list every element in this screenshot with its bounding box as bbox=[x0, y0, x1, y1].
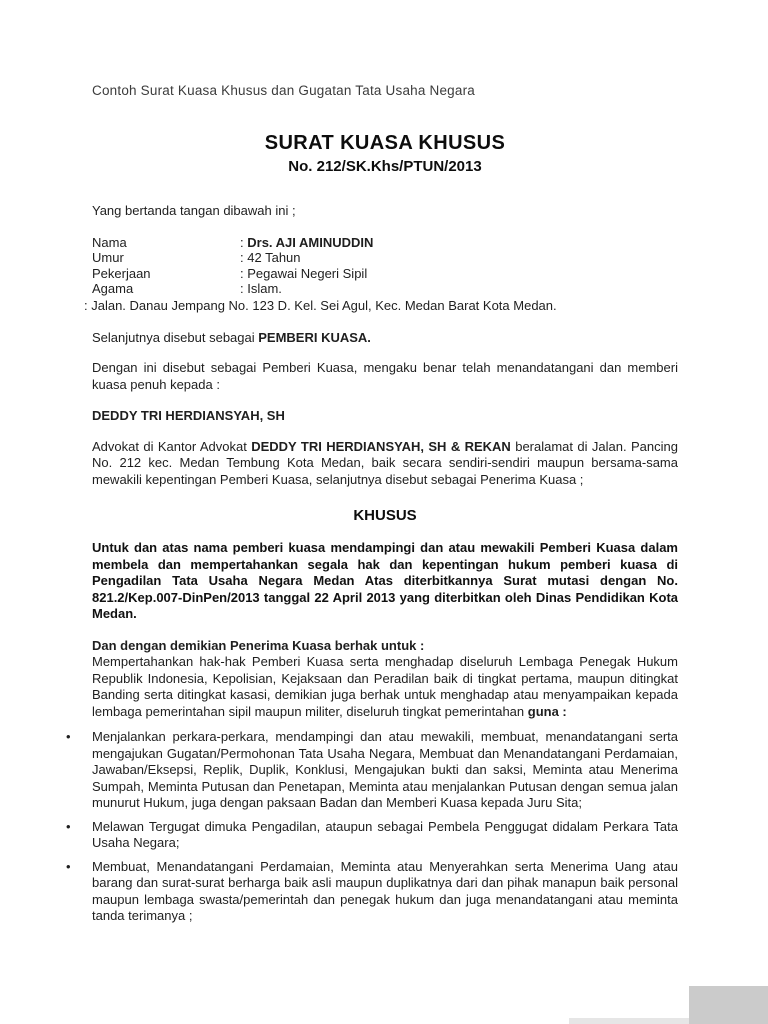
identity-row-pekerjaan bbox=[92, 266, 678, 282]
document-number: No. 212/SK.Khs/PTUN/2013 bbox=[288, 158, 482, 175]
document-header-caption: Contoh Surat Kuasa Khusus dan Gugatan Tata Usaha Negara bbox=[92, 83, 476, 98]
document-title: SURAT KUASA KHUSUS bbox=[264, 132, 506, 154]
bullet-marker: • bbox=[66, 858, 71, 874]
bullet-text: Membuat, Menandatangani Perdamaian, Meminta atau Menyerahkan serta Menerima Uang atau barang dan surat-surat berharga baik asli maupun duplikatnya dari dan pihak manapun baik personal maupun lembaga swasta/pemerintah dan penegak hukum dan juga menandatangani atau meminta tanda terimanya ; bbox=[92, 858, 678, 923]
identity-label: Pekerjaan bbox=[92, 265, 151, 281]
identity-separator: : bbox=[240, 265, 244, 281]
identity-row-umur bbox=[92, 250, 678, 266]
grant-paragraph: Dengan ini disebut sebagai Pemberi Kuasa, mengaku benar telah menandatangani dan memberi kuasa penuh kepada : bbox=[92, 360, 678, 392]
section-heading-khusus: KHUSUS bbox=[353, 507, 417, 524]
identity-label: Agama bbox=[92, 281, 134, 296]
appointment-line bbox=[92, 330, 678, 347]
attorney-name: DEDDY TRI HERDIANSYAH, SH bbox=[92, 408, 285, 423]
attorney-paragraph-post: beralamat di Jalan. Pancing No. 212 kec. Medan Tembung Kota Medan, baik secara sendiri-sendiri maupun bersama-sama mewakili kepentingan Pemberi Kuasa, selanjutnya disebut sebagai Penerima Kuasa ; bbox=[92, 438, 678, 487]
rights-heading: Dan dengan demikian Penerima Kuasa berhak untuk : bbox=[92, 637, 425, 653]
bullet-marker: • bbox=[66, 729, 71, 744]
bullet-marker: • bbox=[66, 818, 71, 834]
identity-value-umur: 42 Tahun bbox=[247, 250, 301, 265]
identity-row-nama bbox=[92, 235, 678, 251]
title-block bbox=[92, 132, 678, 176]
identity-row-agama bbox=[92, 281, 678, 297]
attorney-firm-bold: DEDDY TRI HERDIANSYAH, SH & REKAN bbox=[251, 438, 511, 454]
identity-table bbox=[84, 234, 678, 314]
khusus-paragraph: Untuk dan atas nama pemberi kuasa mendampingi dan atau mewakili Pemberi Kuasa dalam membela dan mempertahankan segala hak dan kepentingan hukum pemberi kuasa di Pengadilan Tata Usaha Negara Medan Atas diterbitkannya Surat mutasi dengan No. 821.2/Kep.007-DinPen/2013 tanggal 22 April 2013 yang diterbitkan oleh Dinas Pendidikan Kota Medan. bbox=[92, 540, 678, 621]
appointment-role-bold: PEMBERI KUASA. bbox=[258, 329, 371, 345]
rights-paragraph bbox=[92, 654, 678, 720]
identity-separator: : bbox=[240, 250, 244, 265]
page-edge-shadow bbox=[569, 1018, 689, 1024]
identity-separator: : bbox=[240, 281, 244, 296]
list-item bbox=[66, 729, 678, 812]
page-corner-background bbox=[689, 986, 768, 1024]
attorney-paragraph-pre: Advokat di Kantor Advokat bbox=[92, 438, 252, 454]
identity-separator: : bbox=[240, 234, 244, 250]
identity-label: Nama bbox=[92, 234, 127, 250]
intro-line: Yang bertanda tangan dibawah ini ; bbox=[92, 203, 296, 218]
identity-value-nama: Drs. AJI AMINUDDIN bbox=[247, 234, 374, 250]
bullet-text: Menjalankan perkara-perkara, mendampingi dan atau mewakili, membuat, menandatangani serta mengajukan Gugatan/Permohonan Tata Usaha Negara, Membuat dan Menandatangani Perdamaian, Jawaban/Eksepsi, Replik, Duplik, Konklusi, Mengajukan bukti dan saksi, Meminta atau Menerima Sumpah, Meminta Putusan dan Penetapan, Meminta atau menjalankan Putusan dengan semua jalan munurut Hukum, juga dengan paksaan Badan dan Memberi Kuasa kepada Juru Sita; bbox=[92, 729, 678, 810]
list-item bbox=[66, 818, 678, 852]
identity-value-pekerjaan: Pegawai Negeri Sipil bbox=[247, 265, 368, 281]
rights-paragraph-pre: Mempertahankan hak-hak Pemberi Kuasa serta menghadap diseluruh Lembaga Penegak Hukum Republik Indonesia, Kepolisian, Kejaksaan dan Peradilan baik di tingkat pertama, maupun ditingkat Banding serta ditingkat kasasi, demikian juga berhak untuk menghadap atau menyampaikan kepada lembaga pemerintahan sipil maupun militer, diseluruh tingkat pemerintahan bbox=[92, 654, 678, 719]
appointment-pre-text: Selanjutnya disebut sebagai bbox=[92, 329, 259, 345]
identity-address-line: : Jalan. Danau Jempang No. 123 D. Kel. Sei Agul, Kec. Medan Barat Kota Medan. bbox=[84, 297, 557, 313]
identity-value-agama: Islam. bbox=[247, 281, 282, 296]
rights-bullet-list bbox=[66, 729, 678, 925]
bullet-text: Melawan Tergugat dimuka Pengadilan, ataupun sebagai Pembela Penggugat didalam Perkara Tata Usaha Negara; bbox=[92, 818, 678, 850]
list-item bbox=[66, 858, 678, 925]
attorney-paragraph bbox=[92, 439, 678, 489]
rights-paragraph-bold: guna : bbox=[527, 703, 567, 719]
identity-label: Umur bbox=[92, 250, 124, 265]
